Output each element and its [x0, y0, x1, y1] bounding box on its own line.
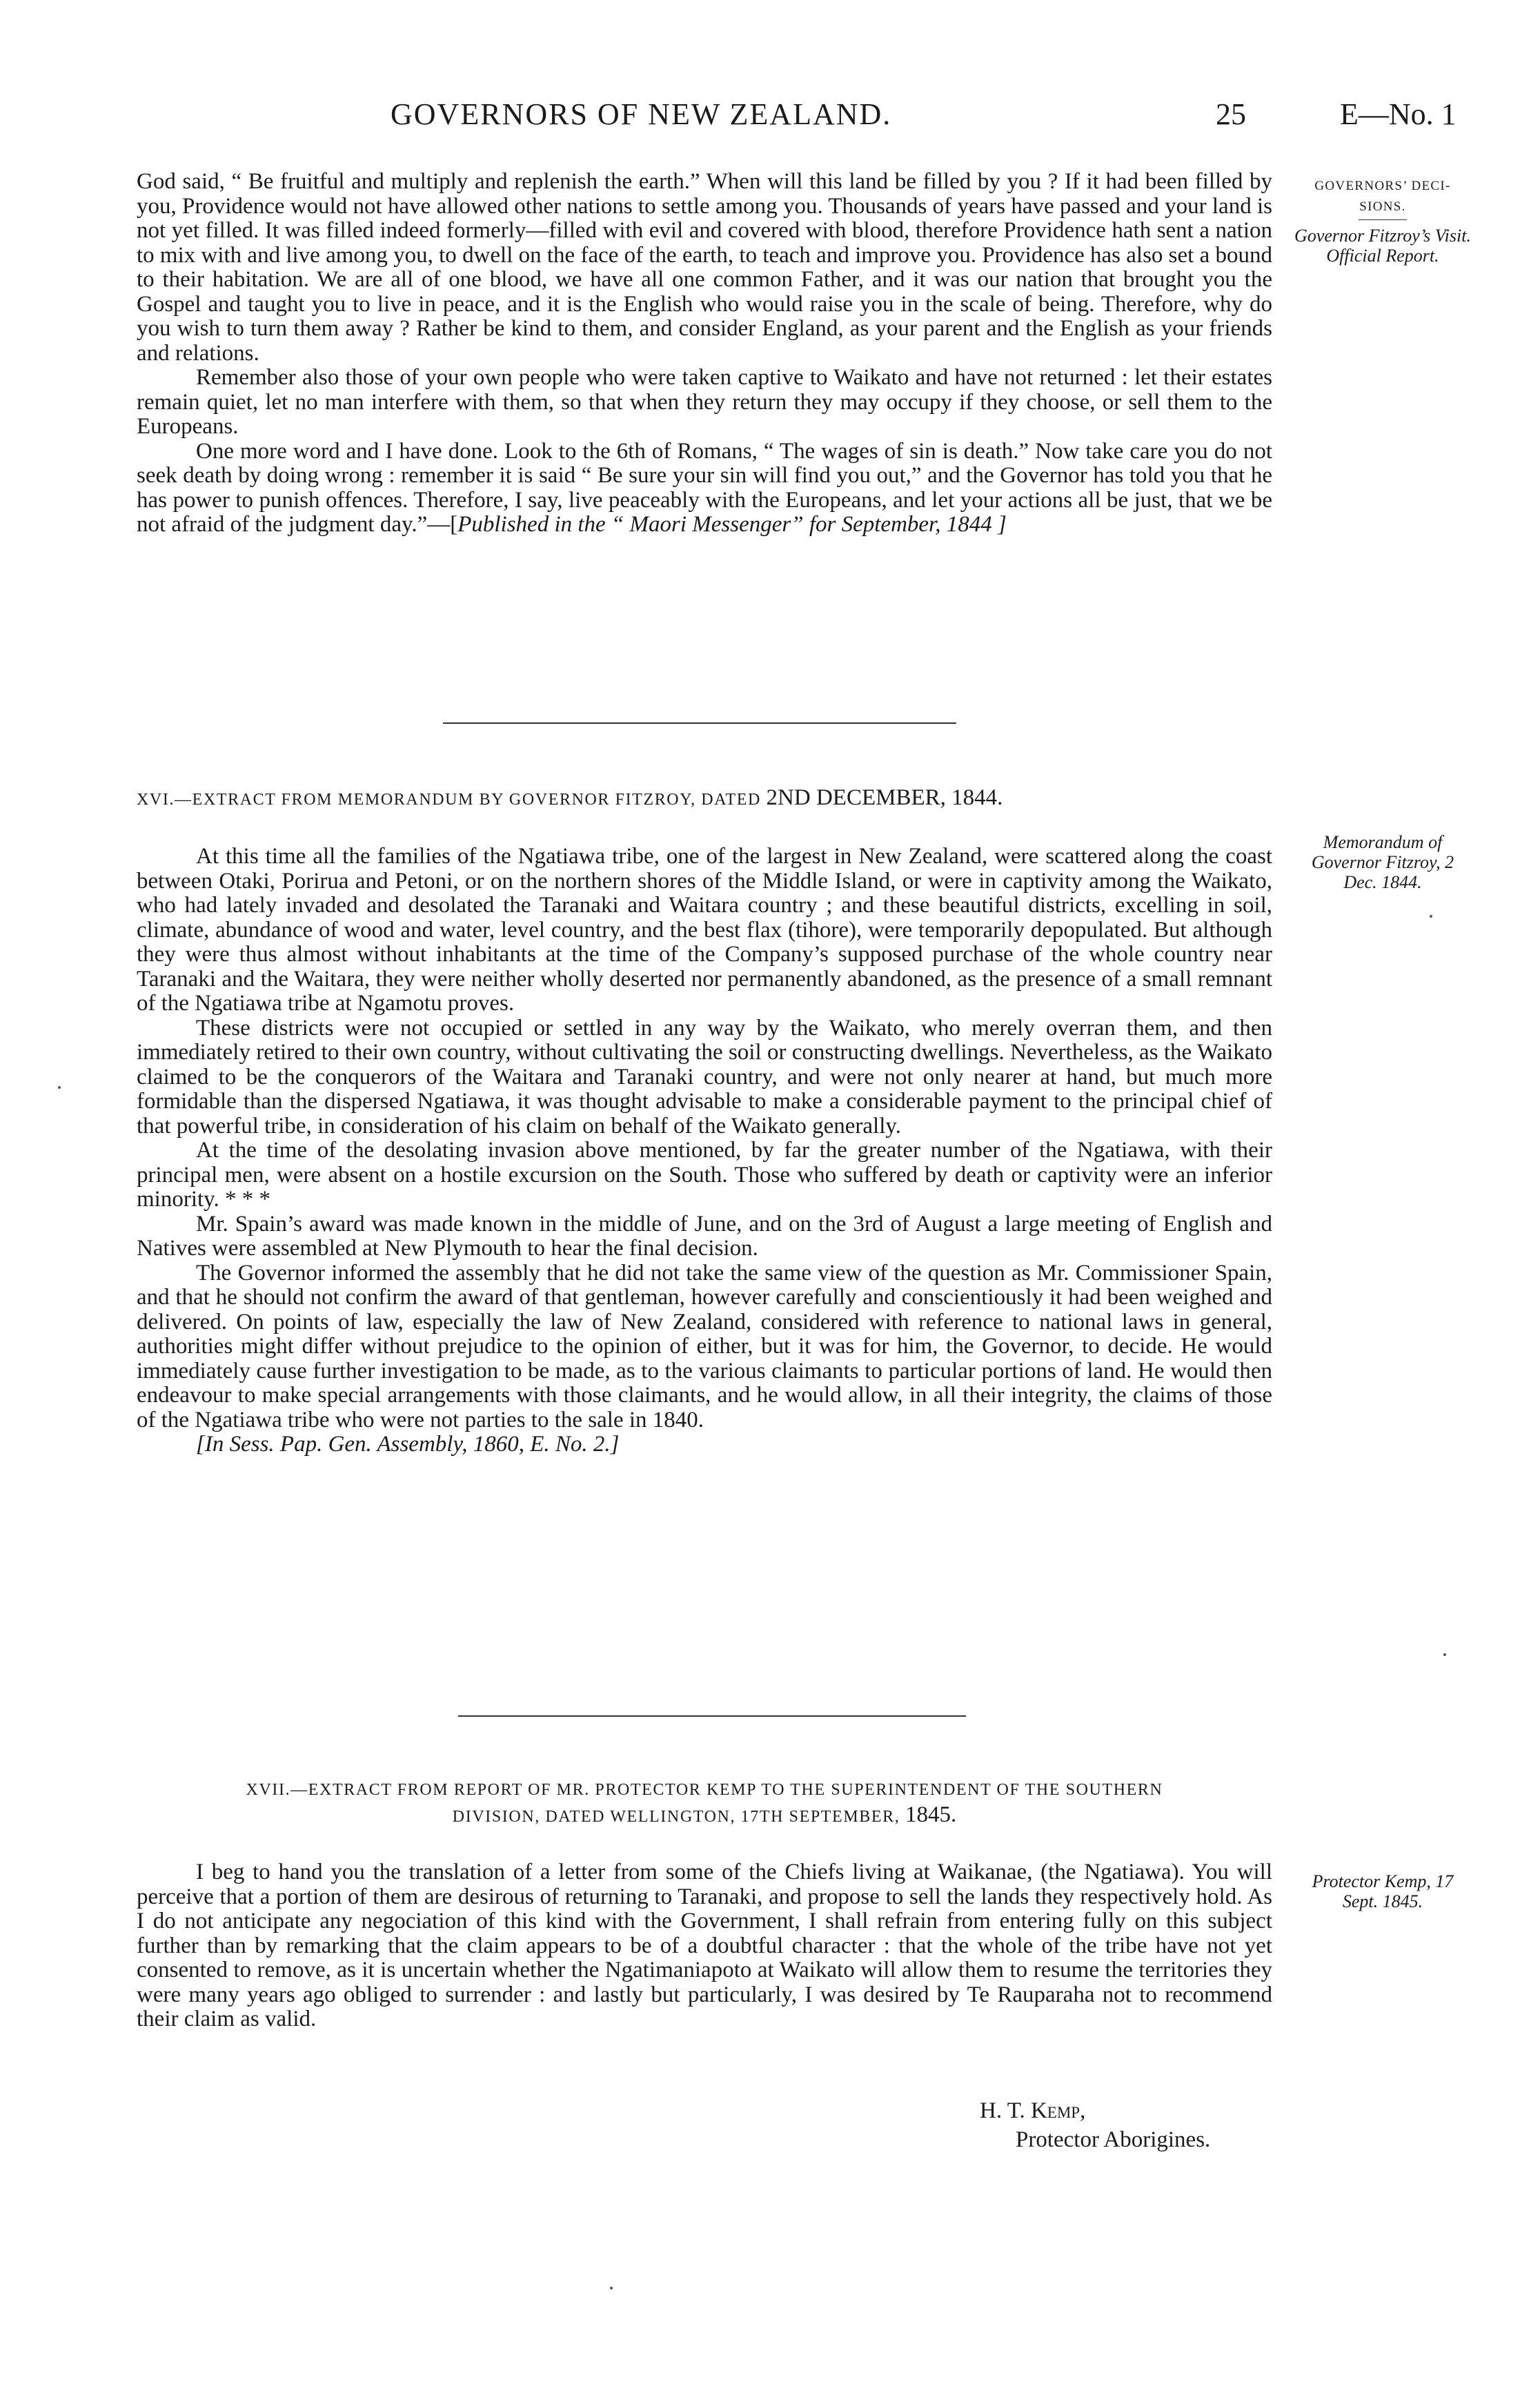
print-speck	[58, 1086, 61, 1089]
heading-year: 1845.	[905, 1802, 957, 1827]
margin-divider	[1359, 219, 1407, 220]
body-paragraph: I beg to hand you the translation of a letter from some of the Chiefs living at Waikanae, (the Ngatiawa). You will perceive that a portion of them are desirous of returning to Taranaki, and propose to sell the lands they respectively hold. As I do not anticipate any negociation of this kind with the Government, I shall refrain from entering fully on this subject further than by remarking that the claim appears to be of a doubtful character : that the whole of the tribe have not yet consented to remove, as it is uncertain whether the Ngatimaniapoto at Waikato will allow them to resume the territories they were many years ago obliged to surrender : and lastly but particularly, I was desired by Te Rauparaha not to recommend their claim as valid.	[137, 1860, 1272, 2031]
print-speck	[1430, 915, 1432, 918]
body-paragraph: Mr. Spain’s award was made known in the middle of June, and on the 3rd of August a large meeting of English and Natives were assembled at New Plymouth to hear the final decision.	[137, 1211, 1272, 1261]
citation	[137, 1432, 1272, 1457]
section-xvi-heading	[137, 785, 1272, 812]
body-paragraph: At the time of the desolating invasion above mentioned, by far the greater number of the Ngatiawa, with their principal men, were absent on a hostile excursion on the South. Those who suffered by death or captivity were an inferior minority. * * *	[137, 1138, 1272, 1212]
signature-name: H. T. Kemp,	[980, 2098, 1086, 2123]
body-paragraph: The Governor informed the assembly that he did not take the same view of the question as Mr. Commissioner Spain, and that he should not confirm the award of that gentleman, however carefully and conscientiously it had been weighed and delivered. On points of law, especially the law of New Zealand, considered with reference to national laws in general, authorities might differ without prejudice to the opinion of either, but it was for him, the Governor, to decide. He would immediately cause further investigation to be made, as to the various claimants to particular portions of land. He would then endeavour to make special arrangements with those claimants, and he would allow, in all their integrity, the claims of those of the Ngatiawa tribe who were not parties to the sale in 1840.	[137, 1260, 1272, 1432]
heading-line-2	[137, 1802, 1272, 1829]
section-divider	[458, 1715, 966, 1717]
heading-text: XVI.—EXTRACT FROM MEMORANDUM BY GOVERNOR FITZROY, DATED	[137, 791, 761, 809]
margin-note-memorandum	[1294, 832, 1471, 892]
body-paragraph: Remember also those of your own people who were taken captive to Waikato and have not returned : let their estates remain quiet, let no man interfere with them, so that when they return they may occupy if they choose, or sell them to the Europeans.	[137, 365, 1272, 439]
paragraph-text: One more word and I have done. Look to the 6th of Romans, “ The wages of sin is death.” Now take care you do not seek death by doing wrong : remember it is said “ Be sure your sin will find you out,” and the Governor has told you that he has power to punish offences. Therefore, I say, live peaceably with the Europeans, and let your actions all be just, that we be not afraid of the judgment day.”—[	[137, 438, 1272, 537]
signature-title: Protector Aborigines.	[1016, 2127, 1211, 2152]
section-xv-body	[137, 170, 1272, 538]
section-xvi-body	[137, 845, 1272, 1457]
margin-label: Memorandum of Governor Fitzroy, 2 Dec. 1844.	[1311, 832, 1454, 892]
section-xvii-body	[137, 1860, 1272, 2032]
print-speck	[1443, 1653, 1446, 1656]
series-code: E—No. 1	[1340, 97, 1457, 131]
margin-label-visit: Governor Fitzroy’s Visit. Official Report.	[1294, 226, 1471, 266]
margin-note-protector-kemp	[1294, 1871, 1471, 1911]
margin-label-section: GOVERNORS’ DECI-SIONS.	[1314, 179, 1451, 214]
signature-block	[980, 2096, 1283, 2154]
heading-date: 2ND DECEMBER, 1844.	[766, 785, 1003, 810]
page-number: 25	[1216, 97, 1246, 131]
margin-note-governors-decisions	[1294, 174, 1471, 266]
citation: Published in the “ Maori Messenger” for September, 1844 ]	[457, 512, 1007, 537]
body-paragraph	[137, 440, 1272, 538]
citation-text: [In Sess. Pap. Gen. Assembly, 1860, E. No. 2.]	[196, 1432, 620, 1457]
section-divider	[443, 722, 956, 724]
body-paragraph: At this time all the families of the Ngatiawa tribe, one of the largest in New Zealand, were scattered along the coast between Otaki, Porirua and Petoni, or on the northern shores of the Middle Island, or were in captivity among the Waikato, who had lately invaded and desolated the Taranaki and Waitara country ; and these beautiful districts, excelling in soil, climate, abundance of wood and water, level country, and the best flax (tihore), were temporarily depopulated. But although they were thus almost without inhabitants at the time of the Company’s supposed purchase of the whole country near Taranaki and the Waitara, they were neither wholly deserted nor permanently abandoned, as the presence of a small remnant of the Ngatiawa tribe at Ngamotu proves.	[137, 844, 1272, 1016]
running-title: GOVERNORS OF NEW ZEALAND.	[391, 97, 892, 131]
page-header	[0, 97, 1540, 138]
body-paragraph: These districts were not occupied or settled in any way by the Waikato, who merely overran them, and then immediately retired to their own country, without cultivating the soil or constructing dwellings. Nevertheless, as the Waikato claimed to be the conquerors of the Waitara and Taranaki country, and were not only nearer at hand, but much more formidable than the dispersed Ngatiawa, it was thought advisable to make a considerable payment to the principal chief of that powerful tribe, in consideration of his claim on behalf of the Waikato generally.	[137, 1015, 1272, 1139]
margin-label: Protector Kemp, 17 Sept. 1845.	[1312, 1871, 1454, 1911]
print-speck	[610, 2287, 613, 2289]
heading-line-1: XVII.—EXTRACT FROM REPORT OF MR. PROTECTOR KEMP TO THE SUPERINTENDENT OF THE SOUTHERN	[246, 1781, 1163, 1799]
section-xvii-heading	[137, 1777, 1272, 1829]
heading-text: DIVISION, DATED WELLINGTON, 17TH SEPTEMBER,	[452, 1808, 900, 1826]
body-paragraph: God said, “ Be fruitful and multiply and replenish the earth.” When will this land be filled by you ? If it had been filled by you, Providence would not have allowed other nations to settle among you. Thousands of years have passed and your land is not yet filled. It was filled indeed formerly—filled with evil and covered with blood, therefore Providence hath sent a nation to mix with and live among you, to dwell on the face of the earth, to teach and improve you. Providence has also set a bound to their habitation. We are all of one blood, we have all one common Father, and it was our nation that brought you the Gospel and taught you to live in peace, and it is the English who would raise you in the scale of being. Therefore, why do you wish to turn them away ? Rather be kind to them, and consider England, as your parent and the English as your friends and relations.	[137, 169, 1272, 366]
